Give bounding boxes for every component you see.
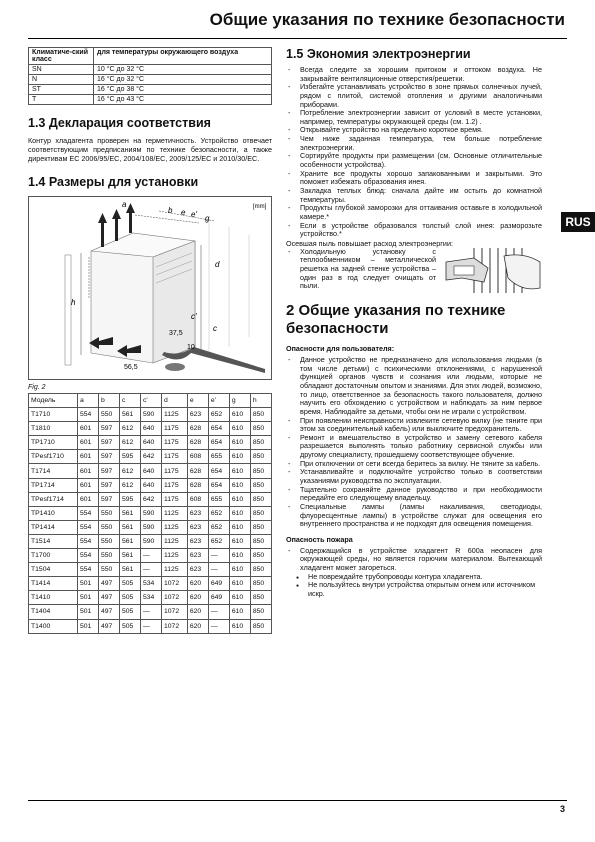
model-cell: TP1410 [29,506,78,520]
dust-text: Осевшая пыль повышает расход электроэнергии: [286,238,453,248]
model-cell: T1400 [29,619,78,633]
dimensions-table-header [29,394,272,408]
fire-hazard-item: - Содержащийся в устройстве хладагент R 600a неопасен для окружающей среды, но является горючим материалом. Вытекающий хладагент может загореться. [286,547,542,573]
section-1-4-heading: 1.4 Размеры для установки [28,175,199,189]
dimension-cell: 623 [187,549,208,563]
dimensions-table-row [29,506,272,520]
dimension-cell: 640 [141,422,162,436]
dimension-cell: 550 [99,549,120,563]
climate-table-row [29,75,272,85]
dimension-cell: 601 [78,436,99,450]
dimension-cell: 505 [120,605,141,619]
dimension-cell: 610 [229,506,250,520]
dimension-cell: 610 [229,520,250,534]
dimensions-header-cell: c [120,394,141,408]
model-cell: T1514 [29,534,78,548]
page-number: 3 [559,804,565,814]
dimensions-header-cell: h [250,394,271,408]
dimension-cell: 850 [250,492,271,506]
dimension-cell: 610 [229,577,250,591]
dimension-cell: 850 [250,534,271,548]
model-cell: TPesf1714 [29,492,78,506]
dimensions-table-row [29,563,272,577]
dimensions-table-row [29,492,272,506]
dimension-cell: 1125 [162,534,188,548]
dimension-cell: 850 [250,436,271,450]
dimension-cell: 501 [78,591,99,605]
energy-saving-item: - Сортируйте продукты при размещении (см. Основные отличительные особенности устройства). [286,152,542,169]
dimension-cell: 620 [187,591,208,605]
dimension-cell: 623 [187,563,208,577]
dimension-cell: 642 [141,450,162,464]
left-column [28,47,272,634]
model-cell: TP1414 [29,520,78,534]
dimension-cell: 597 [99,464,120,478]
dimension-cell: 652 [208,520,229,534]
dimension-cell: 850 [250,464,271,478]
right-column [286,47,542,599]
dimension-cell: 649 [208,591,229,605]
dimensions-table-row [29,464,272,478]
dimension-cell: 655 [208,450,229,464]
dimension-cell: 610 [229,422,250,436]
climate-class-cell: SN [29,65,94,75]
dimension-cell: 561 [120,563,141,577]
dimension-cell: 601 [78,464,99,478]
dimension-cell: 652 [208,506,229,520]
dimension-cell: 590 [141,534,162,548]
dimension-cell: 1175 [162,436,188,450]
dimensions-table-row [29,478,272,492]
page-title: Общие указания по технике безопасности [209,10,565,29]
energy-saving-item: - Чем ниже заданная температура, тем больше потребление электроэнергии. [286,135,542,152]
dimension-cell: 610 [229,492,250,506]
fire-hazard-bullet: ● Не повреждайте трубопроводы контура хладагента. [286,573,542,582]
dimension-cell: 610 [229,436,250,450]
dim-label-37-5: 37,5 [169,330,183,337]
dimension-cell: — [208,549,229,563]
user-hazard-item: - Ремонт и вмешательство в устройство и замену сетевого кабеля разрешается выполнять только работнику сервисной службы или другому специалисту, прошедшему соответствующее обучение. [286,434,542,460]
user-hazard-item: - Устанавливайте и подключайте устройство только в соответствии указаниями руководства по эксплуатации. [286,468,542,485]
user-hazards-list [286,356,542,529]
dimension-cell: 654 [208,422,229,436]
climate-header-class: Климатиче-ский класс [29,48,94,65]
user-hazards-heading: Опасности для пользователя: [286,344,395,354]
dimension-cell: 501 [78,605,99,619]
energy-saving-list [286,66,542,239]
dim-label-c: c [213,324,217,333]
dimension-cell: 1125 [162,549,188,563]
condenser-cleaning-illustration [444,248,542,293]
dimension-cell: 1125 [162,563,188,577]
dimension-cell: 612 [120,436,141,450]
language-tab: RUS [561,212,595,232]
climate-class-cell: T [29,95,94,105]
dim-label-h: h [71,298,76,307]
figure-caption: Fig. 2 [28,384,46,391]
dimensions-table-row [29,422,272,436]
climate-table-row [29,65,272,75]
dimension-cell: 505 [120,591,141,605]
dimension-cell: 505 [120,619,141,633]
dimension-cell: 1175 [162,492,188,506]
dimensions-header-cell: d [162,394,188,408]
climate-header-temp: для температуры окружающего воздуха [94,48,272,65]
dimension-cell: 850 [250,422,271,436]
section-1-3-text: Контур хладагента проверен на герметичность. Устройство отвечает соответствующим предписаниям по технике безопасности, а также директивам ЕС 2006/95/EC, 2004/108/EC, 2009/125/EC и 2010/30/EC. [28,136,272,163]
dimension-cell: 590 [141,506,162,520]
dim-label-a: a [122,200,127,209]
dimension-cell: 597 [99,492,120,506]
dimension-cell: 550 [99,520,120,534]
dimension-cell: 612 [120,464,141,478]
model-cell: T1700 [29,549,78,563]
climate-table-row [29,95,272,105]
dimension-cell: 610 [229,450,250,464]
dimension-cell: 640 [141,436,162,450]
dimension-cell: 620 [187,605,208,619]
energy-saving-item: - Всегда следите за хорошим притоком и оттоком воздуха. Не закрывайте вентиляционные отверстия/решетки. [286,66,542,83]
model-cell: T1410 [29,591,78,605]
user-hazard-item: - При появлении неисправности извлеките сетевую вилку (не тяните при этом за соединительный кабель) или выключите предохранитель. [286,417,542,434]
installation-dimensions-figure [28,196,272,380]
dimension-cell: 554 [78,506,99,520]
energy-saving-item: - Открывайте устройство на предельно короткое время. [286,126,542,135]
dimension-cell: 655 [208,492,229,506]
model-cell: TP1714 [29,478,78,492]
dim-label-b: b [168,206,173,215]
dimensions-table [28,393,272,634]
dim-label-c2: c' [191,312,197,321]
dimensions-table-row [29,605,272,619]
dimension-cell: 610 [229,563,250,577]
dimension-cell: 505 [120,577,141,591]
dimension-cell: 1175 [162,422,188,436]
dimension-cell: 501 [78,619,99,633]
dimension-cell: 597 [99,450,120,464]
dimension-cell: 610 [229,478,250,492]
dimension-cell: 654 [208,478,229,492]
dimension-cell: 610 [229,408,250,422]
dimension-cell: 623 [187,408,208,422]
dimension-cell: 1175 [162,478,188,492]
dim-label-e2: e' [191,210,197,219]
dimension-cell: — [208,619,229,633]
dimensions-table-row [29,436,272,450]
header-rule [28,38,567,39]
dimension-cell: 1175 [162,450,188,464]
dimension-cell: 497 [99,605,120,619]
temperature-range-cell: 16 °C до 43 °C [94,95,272,105]
fire-hazard-bullets [286,573,542,599]
dimension-cell: 1125 [162,506,188,520]
dimension-cell: 850 [250,605,271,619]
dimension-cell: 595 [120,492,141,506]
user-hazard-item: - При отключении от сети всегда беритесь за вилку. Не тяните за кабель. [286,460,542,469]
dimension-cell: 612 [120,422,141,436]
dimension-cell: 640 [141,478,162,492]
dimension-cell: 550 [99,563,120,577]
dim-label-10: 10 [187,344,195,351]
dimensions-table-row [29,577,272,591]
model-cell: T1404 [29,605,78,619]
condenser-cleaning-item: - Холодильную установку с теплообменником – металлической решетка на задней стенке устройства – один раз в год следует очищать от пыли. [286,248,436,291]
dimensions-table-row [29,591,272,605]
dimension-cell: 610 [229,549,250,563]
dimension-cell: 550 [99,534,120,548]
model-cell: T1714 [29,464,78,478]
energy-saving-item: - Если в устройстве образовался толстый слой инея: разморозьте устройство.* [286,222,542,239]
dimension-cell: 850 [250,478,271,492]
dimension-cell: 554 [78,408,99,422]
dimension-cell: 652 [208,408,229,422]
dimension-cell: 590 [141,520,162,534]
dimensions-table-body [29,408,272,634]
dim-label-d: d [215,260,220,269]
dimension-cell: 850 [250,619,271,633]
dim-label-g: g [205,214,210,223]
model-cell: T1504 [29,563,78,577]
dimensions-header-cell: g [229,394,250,408]
dimensions-header-cell: e [187,394,208,408]
dim-label-e: e [181,208,186,217]
dimension-cell: 534 [141,591,162,605]
section-2-heading: 2 Общие указания по технике безопасности [286,302,506,338]
dimension-cell: 1072 [162,577,188,591]
temperature-range-cell: 16 °C до 32 °C [94,75,272,85]
dimension-cell: 850 [250,549,271,563]
dimension-cell: 850 [250,450,271,464]
dimension-cell: 497 [99,577,120,591]
dim-label-56-5: 56,5 [124,364,138,371]
dimension-cell: 850 [250,520,271,534]
model-cell: TP1710 [29,436,78,450]
energy-saving-item: - Продукты глубокой заморозки для оттаивания оставьте в холодильной камере.* [286,204,542,221]
dimension-cell: — [208,605,229,619]
dimensions-table-row [29,619,272,633]
dimension-cell: 649 [208,577,229,591]
dimension-cell: 534 [141,577,162,591]
climate-table-row [29,85,272,95]
dimensions-table-row [29,534,272,548]
dimension-cell: 620 [187,577,208,591]
dimensions-table-row [29,549,272,563]
dimension-cell: 628 [187,422,208,436]
temperature-range-cell: 10 °C до 32 °C [94,65,272,75]
dimension-cell: 1072 [162,591,188,605]
dimension-cell: 850 [250,408,271,422]
dimension-cell: 497 [99,619,120,633]
energy-saving-item: - Избегайте устанавливать устройство в зоне прямых солнечных лучей, рядом с плитой, системой отопления и другими аналогичными приборами. [286,83,542,109]
dimensions-table-row [29,520,272,534]
dimension-cell: 561 [120,520,141,534]
dimension-cell: — [141,619,162,633]
section-1-3-heading: 1.3 Декларация соответствия [28,116,211,130]
dimension-cell: 623 [187,534,208,548]
dimension-cell: — [141,549,162,563]
dimension-cell: 610 [229,591,250,605]
dimension-cell: 623 [187,520,208,534]
fire-hazard-heading: Опасность пожара [286,534,353,544]
user-hazard-item: - Тщательно сохраняйте данное руководство и при необходимости передайте его следующему владельцу. [286,486,542,503]
dimension-cell: 620 [187,619,208,633]
dimension-cell: 628 [187,478,208,492]
dimension-cell: 610 [229,619,250,633]
dimension-cell: 561 [120,534,141,548]
dimensions-header-cell: a [78,394,99,408]
dimension-cell: 1072 [162,605,188,619]
dimension-cell: 561 [120,549,141,563]
dimensions-header-cell: Модель [29,394,78,408]
dimensions-header-cell: e' [208,394,229,408]
condenser-cleaning-block [286,248,542,291]
figure-unit-label: [mm] [253,204,267,210]
climate-class-cell: ST [29,85,94,95]
dimension-cell: 1125 [162,408,188,422]
dimension-cell: 601 [78,450,99,464]
model-cell: T1414 [29,577,78,591]
dimension-cell: 608 [187,450,208,464]
energy-saving-item: - Потребление электроэнергии зависит от условий в месте установки, например, температуры окружающей среды (см. 1.2) . [286,109,542,126]
dimension-cell: 1072 [162,619,188,633]
footer-rule [28,800,567,801]
user-hazard-item: - Данное устройство не предназначено для использования людьми (в том числе детьми) с психическими отклонениями, с нарушенной функцией органов чувств и сознания или людьми, которые не обладают достаточным опытом и знаниями. Для этих людей, возможно, то лицо, ответственное за безопасность такого пользователя, должно научить его обхождению с устройством и наблюдать за ним первое время. Наблюдайте за детьми, чтобы они не играли с устройством. [286,356,542,416]
dimension-cell: 554 [78,563,99,577]
dimension-cell: 597 [99,422,120,436]
dimension-cell: 610 [229,534,250,548]
dimensions-table-row [29,408,272,422]
model-cell: T1810 [29,422,78,436]
dimension-cell: 497 [99,591,120,605]
dimension-cell: 601 [78,422,99,436]
dimension-cell: 850 [250,506,271,520]
dimension-cell: 610 [229,605,250,619]
dimensions-table-row [29,450,272,464]
temperature-range-cell: 16 °C до 38 °C [94,85,272,95]
dimension-cell: 1175 [162,464,188,478]
dimension-cell: 554 [78,549,99,563]
dimension-cell: 623 [187,506,208,520]
dimensions-header-cell: b [99,394,120,408]
dimension-cell: 590 [141,408,162,422]
dimension-cell: 640 [141,464,162,478]
dimension-cell: 628 [187,436,208,450]
dimension-cell: 642 [141,492,162,506]
fire-hazard-bullet: ● Не пользуйтесь внутри устройства открытым огнем или источником искр. [286,581,542,598]
dimension-cell: — [208,563,229,577]
dimension-cell: 597 [99,478,120,492]
energy-saving-item: - Храните все продукты хорошо запакованными и закрытыми. Это поможет избежать образования инея. [286,170,542,187]
dimension-cell: 850 [250,591,271,605]
dimension-cell: 652 [208,534,229,548]
section-1-5-heading: 1.5 Экономия электроэнергии [286,47,471,61]
dimension-cell: 595 [120,450,141,464]
dimension-cell: 501 [78,577,99,591]
dimension-cell: 561 [120,408,141,422]
dimension-cell: 850 [250,563,271,577]
model-cell: T1710 [29,408,78,422]
dimension-cell: 610 [229,464,250,478]
climate-class-table [28,47,272,105]
dimension-cell: 554 [78,534,99,548]
dimension-cell: 550 [99,506,120,520]
dimension-cell: 608 [187,492,208,506]
dimension-cell: 612 [120,478,141,492]
dimension-cell: 850 [250,577,271,591]
climate-table-body [29,65,272,105]
fridge-dimension-drawing [29,197,272,380]
dimension-cell: 654 [208,464,229,478]
dimension-cell: 550 [99,408,120,422]
user-hazard-item: - Специальные лампы (лампы накаливания, светодиоды, флуоресцентные лампы) в устройстве служат для освещения его внутреннего пространства и не подходят для освещения помещения. [286,503,542,529]
model-cell: TPesf1710 [29,450,78,464]
dimension-cell: — [141,605,162,619]
dimension-cell: 561 [120,506,141,520]
dimension-cell: 1125 [162,520,188,534]
dimensions-header-cell: c' [141,394,162,408]
climate-class-cell: N [29,75,94,85]
dimension-cell: 601 [78,492,99,506]
dimension-cell: 554 [78,520,99,534]
dimension-cell: 601 [78,478,99,492]
dimension-cell: — [141,563,162,577]
dimension-cell: 628 [187,464,208,478]
energy-saving-item: - Закладка теплых блюд: сначала дайте им остыть до комнатной температуры. [286,187,542,204]
dimension-cell: 654 [208,436,229,450]
dimension-cell: 597 [99,436,120,450]
